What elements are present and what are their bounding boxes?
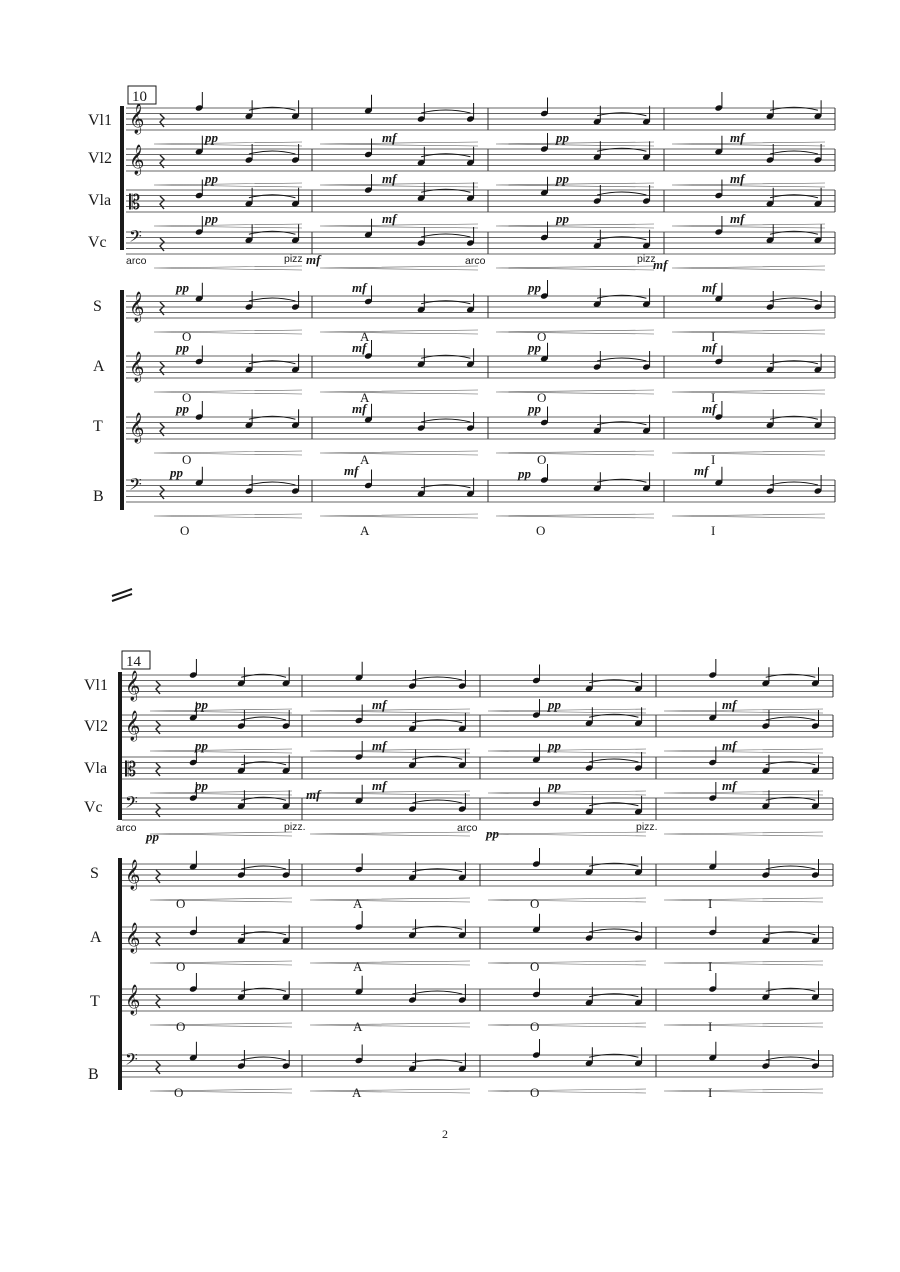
dynamic-vl2-m1: pp (195, 738, 208, 753)
hairpin (150, 791, 292, 795)
tie (597, 358, 646, 361)
lyric: O (176, 1019, 186, 1034)
dynamic-vla-m2: mf (382, 211, 397, 226)
tie (241, 717, 286, 720)
treble-clef-icon: 𝄞 (129, 413, 145, 443)
dynamic-vl2-m2: mf (382, 171, 397, 186)
lyric: O (180, 523, 190, 538)
measure-number: 10 (132, 89, 147, 105)
lyric: I (708, 1085, 713, 1100)
hairpin (664, 791, 823, 795)
alto-clef-icon: 𝄡 (125, 757, 137, 781)
lyric: O (537, 329, 547, 344)
rest-icon (160, 362, 164, 375)
lyric: I (711, 329, 716, 344)
tie (770, 298, 818, 301)
hairpin (664, 961, 823, 965)
lyric: O (182, 329, 192, 344)
tie (589, 929, 638, 932)
rest-icon (160, 155, 164, 168)
tie (412, 677, 462, 680)
hairpin (672, 330, 825, 334)
dynamic-vl2-m3: pp (548, 738, 561, 753)
dynamic-vla-m1: pp (195, 778, 208, 793)
hairpin (150, 1023, 292, 1027)
notes (150, 659, 823, 1093)
hairpin (154, 266, 302, 270)
tie (249, 151, 295, 154)
hairpin (310, 709, 470, 713)
dynamic-vl1-m3: pp (556, 130, 569, 145)
hairpin (488, 1023, 646, 1027)
rest-icon (160, 114, 164, 127)
hairpin (150, 709, 292, 713)
hairpin (320, 183, 478, 187)
lyric: I (708, 1019, 713, 1034)
lyric: A (360, 523, 370, 538)
lyric: I (708, 896, 713, 911)
cello-dynamic-3: pp (486, 826, 499, 841)
hairpin (310, 832, 470, 836)
hairpin (150, 832, 292, 836)
lyric: I (708, 959, 713, 974)
lyric: A (360, 390, 370, 405)
dynamic-b-m1: pp (170, 465, 183, 480)
hairpin (672, 142, 825, 146)
dynamic-vla-m3: pp (556, 211, 569, 226)
hairpin (496, 451, 654, 455)
tie (766, 1057, 816, 1060)
dynamic-vl1-m3: pp (548, 697, 561, 712)
lyrics-alto (182, 390, 715, 405)
dynamic-vl2-m4: mf (730, 171, 745, 186)
dynamic-vl1-m1: pp (205, 130, 218, 145)
dynamic-vla-m2: mf (372, 778, 387, 793)
tie (766, 717, 816, 720)
dynamic-vl1-m4: mf (722, 697, 737, 712)
tie (241, 1057, 286, 1060)
cello-pizz-2: pizz. (636, 821, 658, 833)
cello-arco-2: arco (465, 255, 486, 267)
lyric: O (182, 390, 192, 405)
measure-number: 14 (126, 654, 141, 670)
dynamic-a-m4: mf (702, 340, 717, 355)
dynamic-a-m3: pp (528, 340, 541, 355)
treble-clef-icon: 𝄞 (129, 145, 145, 175)
rest-icon (156, 681, 160, 694)
tie (412, 991, 462, 994)
dynamic-t-m2: mf (352, 401, 367, 416)
lyric: O (182, 452, 192, 467)
tie (249, 298, 295, 301)
instrument-label-vc: Vc (84, 799, 103, 816)
dynamic-vla-m1: pp (205, 211, 218, 226)
hairpin (150, 749, 292, 753)
dynamic-vla-m4: mf (722, 778, 737, 793)
instrument-label-b: B (88, 1066, 99, 1083)
cello-dynamic-2: mf (653, 257, 668, 272)
hairpin (672, 390, 825, 394)
lyric: A (353, 896, 363, 911)
dynamic-vl2-m2: mf (372, 738, 387, 753)
hairpin (154, 330, 302, 334)
tie (597, 192, 646, 195)
hairpin (488, 1089, 646, 1093)
hairpin (672, 514, 825, 518)
instrument-label-s: S (93, 298, 102, 315)
lyric: O (530, 959, 540, 974)
rest-icon (160, 238, 164, 251)
hairpin (664, 898, 823, 902)
treble-clef-icon: 𝄞 (129, 104, 145, 134)
hairpin (320, 224, 478, 228)
hairpin (488, 749, 646, 753)
lyric: O (537, 390, 547, 405)
hairpin (320, 451, 478, 455)
lyric: A (353, 1019, 363, 1034)
instrument-label-a: A (93, 358, 105, 375)
hairpin (488, 832, 646, 836)
dynamic-vla-m3: pp (548, 778, 561, 793)
treble-clef-icon: 𝄞 (129, 292, 145, 322)
lyric: A (352, 1085, 362, 1100)
hairpin (488, 961, 646, 965)
tie (241, 866, 286, 869)
hairpin (310, 791, 470, 795)
treble-clef-icon: 𝄞 (125, 923, 141, 953)
rest-icon (156, 763, 160, 776)
instrument-label-vla: Vla (84, 760, 108, 777)
hairpin (154, 514, 302, 518)
hairpin (496, 390, 654, 394)
hairpin (496, 514, 654, 518)
dynamic-vla-m4: mf (730, 211, 745, 226)
dynamic-b-m4: mf (694, 463, 709, 478)
rest-icon (156, 804, 160, 817)
instrument-label-vl1: Vl1 (88, 112, 112, 129)
lyric: I (711, 523, 716, 538)
lyric: O (530, 1019, 540, 1034)
bass-clef-icon: 𝄢 (125, 1049, 138, 1073)
hairpin (320, 330, 478, 334)
instrument-label-b: B (93, 488, 104, 505)
dynamic-b-m3: pp (518, 466, 531, 481)
hairpin (496, 330, 654, 334)
hairpin (664, 749, 823, 753)
instrument-label-vl2: Vl2 (84, 718, 108, 735)
hairpin (154, 451, 302, 455)
cello-pizz-1: pizz. (284, 821, 306, 833)
hairpin (150, 1089, 292, 1093)
hairpin (310, 1089, 470, 1093)
dynamic-s-m2: mf (352, 280, 367, 295)
hairpin (320, 390, 478, 394)
lyrics-soprano (182, 329, 715, 344)
dynamic-s-m1: pp (176, 280, 189, 295)
staves (126, 103, 835, 502)
cello-dynamic-1: pp (146, 829, 159, 844)
lyric: A (360, 452, 370, 467)
hairpin (496, 142, 654, 146)
instrument-label-s: S (90, 865, 99, 882)
rest-icon (160, 196, 164, 209)
treble-clef-icon: 𝄞 (125, 985, 141, 1015)
hairpin (664, 832, 823, 836)
hairpin (320, 142, 478, 146)
lyric: O (530, 1085, 540, 1100)
tie (770, 151, 818, 154)
rest-icon (156, 995, 160, 1008)
hairpin (672, 266, 825, 270)
rest-icon (156, 933, 160, 946)
hairpin (154, 390, 302, 394)
hairpin (664, 709, 823, 713)
instrument-label-vla: Vla (88, 192, 112, 209)
dynamic-vl1-m2: mf (382, 130, 397, 145)
tie (421, 110, 470, 113)
hairpin (310, 898, 470, 902)
tie (589, 759, 638, 762)
alto-clef-icon: 𝄡 (129, 190, 141, 214)
cello-arco-1: arco (126, 255, 147, 267)
hairpin (310, 1023, 470, 1027)
hairpin (154, 142, 302, 146)
system-1 (88, 86, 835, 538)
instrument-label-vl1: Vl1 (84, 677, 108, 694)
dynamic-vl2-m4: mf (722, 738, 737, 753)
lyric: A (353, 959, 363, 974)
dynamic-s-m4: mf (702, 280, 717, 295)
cello-pizz-1: pizz (284, 253, 303, 265)
dynamic-a-m2: mf (352, 340, 367, 355)
hairpin (496, 224, 654, 228)
lyric: O (174, 1085, 184, 1100)
bass-clef-icon: 𝄢 (129, 226, 142, 250)
staves (122, 670, 833, 1077)
instrument-label-t: T (93, 418, 103, 435)
hairpin (672, 451, 825, 455)
hairpin (320, 514, 478, 518)
tie (421, 234, 470, 237)
lyric: I (711, 452, 716, 467)
lyric: A (360, 329, 370, 344)
treble-clef-icon: 𝄞 (125, 711, 141, 741)
hairpin (496, 266, 654, 270)
lyrics-bass (180, 523, 715, 538)
treble-clef-icon: 𝄞 (129, 352, 145, 382)
instrument-label-a: A (90, 929, 102, 946)
instrument-label-vc: Vc (88, 234, 107, 251)
dynamic-t-m4: mf (702, 401, 717, 416)
cello-dynamic-2: mf (306, 787, 321, 802)
hairpin (488, 898, 646, 902)
tie (421, 419, 470, 422)
tie (249, 482, 295, 485)
hairpin (310, 749, 470, 753)
hairpin (664, 1089, 823, 1093)
lyric: O (530, 896, 540, 911)
dynamic-vl1-m2: mf (372, 697, 387, 712)
tie (766, 866, 816, 869)
hairpin (154, 183, 302, 187)
lyric: O (176, 959, 186, 974)
hairpin (310, 961, 470, 965)
dynamic-a-m1: pp (176, 340, 189, 355)
cello-arco-1: arco (116, 822, 137, 834)
bass-clef-icon: 𝄢 (129, 474, 142, 498)
hairpin (150, 898, 292, 902)
lyric: O (537, 452, 547, 467)
tie (770, 482, 818, 485)
treble-clef-icon: 𝄞 (125, 860, 141, 890)
page-number: 2 (442, 1127, 448, 1141)
hairpin (488, 791, 646, 795)
hairpin (150, 961, 292, 965)
hairpin (672, 183, 825, 187)
hairpin (496, 183, 654, 187)
notes (154, 92, 825, 518)
system-2 (84, 651, 833, 1100)
dynamic-b-m2: mf (344, 463, 359, 478)
rest-icon (156, 870, 160, 883)
rest-icon (160, 302, 164, 315)
dynamic-vl2-m1: pp (205, 171, 218, 186)
cello-pizz-2: pizz (637, 253, 656, 265)
rest-icon (156, 721, 160, 734)
bass-clef-icon: 𝄢 (125, 792, 138, 816)
hairpin (672, 224, 825, 228)
dynamic-vl2-m3: pp (556, 171, 569, 186)
lyric: O (176, 896, 186, 911)
tie (412, 800, 462, 803)
hairpin (664, 1023, 823, 1027)
treble-clef-icon: 𝄞 (125, 671, 141, 701)
instrument-label-t: T (90, 993, 100, 1010)
hairpin (488, 709, 646, 713)
rest-icon (160, 423, 164, 436)
lyric: I (711, 390, 716, 405)
rest-icon (160, 486, 164, 499)
cello-arco-2: arco (457, 822, 478, 834)
dynamic-vl1-m4: mf (730, 130, 745, 145)
dynamic-vl1-m1: pp (195, 697, 208, 712)
hairpin (320, 266, 478, 270)
dynamic-s-m3: pp (528, 280, 541, 295)
dynamic-t-m3: pp (528, 401, 541, 416)
dynamic-t-m1: pp (176, 401, 189, 416)
rest-icon (156, 1061, 160, 1074)
hairpin (154, 224, 302, 228)
instrument-label-vl2: Vl2 (88, 150, 112, 167)
lyric: O (536, 523, 546, 538)
cello-dynamic-1: mf (306, 252, 321, 267)
system-separator (112, 589, 132, 601)
